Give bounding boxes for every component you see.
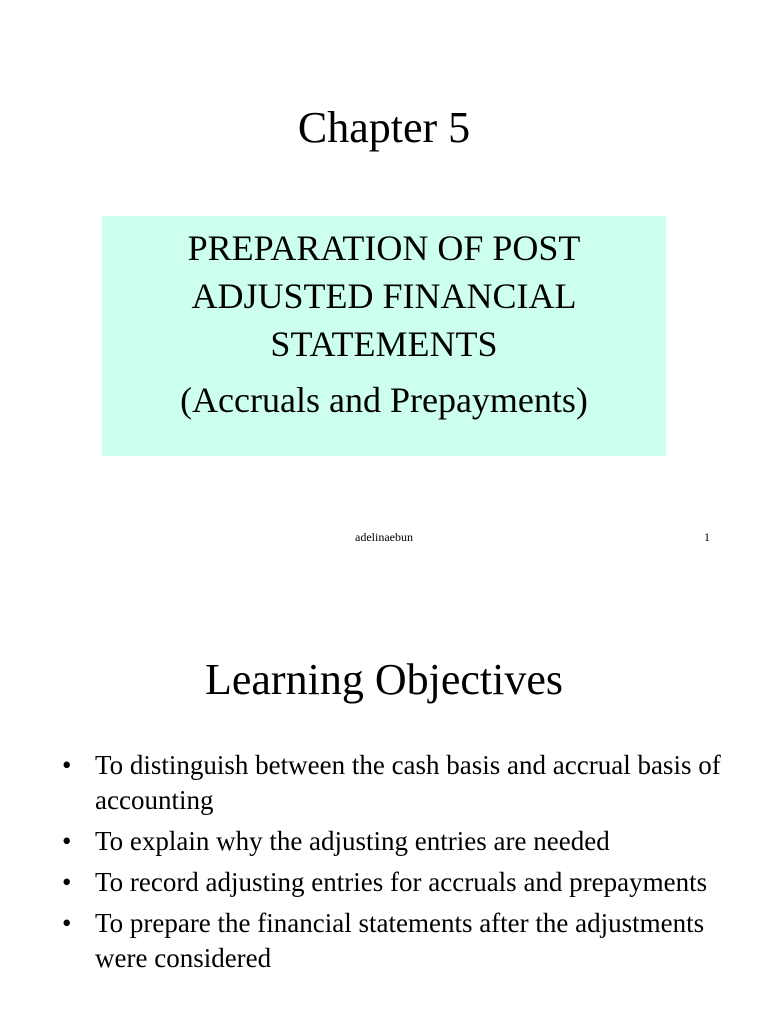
objective-item (62, 906, 722, 976)
objective-text: To prepare the financial statements after the adjustments were considered (95, 908, 705, 973)
objective-text: To record adjusting entries for accruals and prepayments (95, 867, 708, 897)
chapter-title: Chapter 5 (297, 103, 471, 152)
title-line-2: ADJUSTED FINANCIAL (191, 276, 577, 316)
objectives-list (62, 748, 722, 982)
bullet-icon: • (62, 908, 72, 938)
bullet-icon: • (62, 867, 72, 897)
objective-item (62, 824, 722, 859)
title-box (102, 216, 666, 456)
bullet-icon: • (62, 826, 72, 856)
objective-text: To explain why the adjusting entries are needed (95, 826, 610, 856)
title-line-3: STATEMENTS (270, 324, 498, 364)
objective-item (62, 748, 722, 818)
title-subtitle: (Accruals and Prepayments) (180, 380, 588, 420)
objectives-title: Learning Objectives (205, 655, 563, 704)
objective-text: To distinguish between the cash basis and accrual basis of accounting (95, 750, 721, 815)
footer-page-number: 1 (704, 530, 710, 544)
objective-item (62, 865, 722, 900)
bullet-icon: • (62, 750, 72, 780)
title-line-1: PREPARATION OF POST (187, 228, 581, 268)
footer-author: adelinaebun (355, 530, 413, 544)
